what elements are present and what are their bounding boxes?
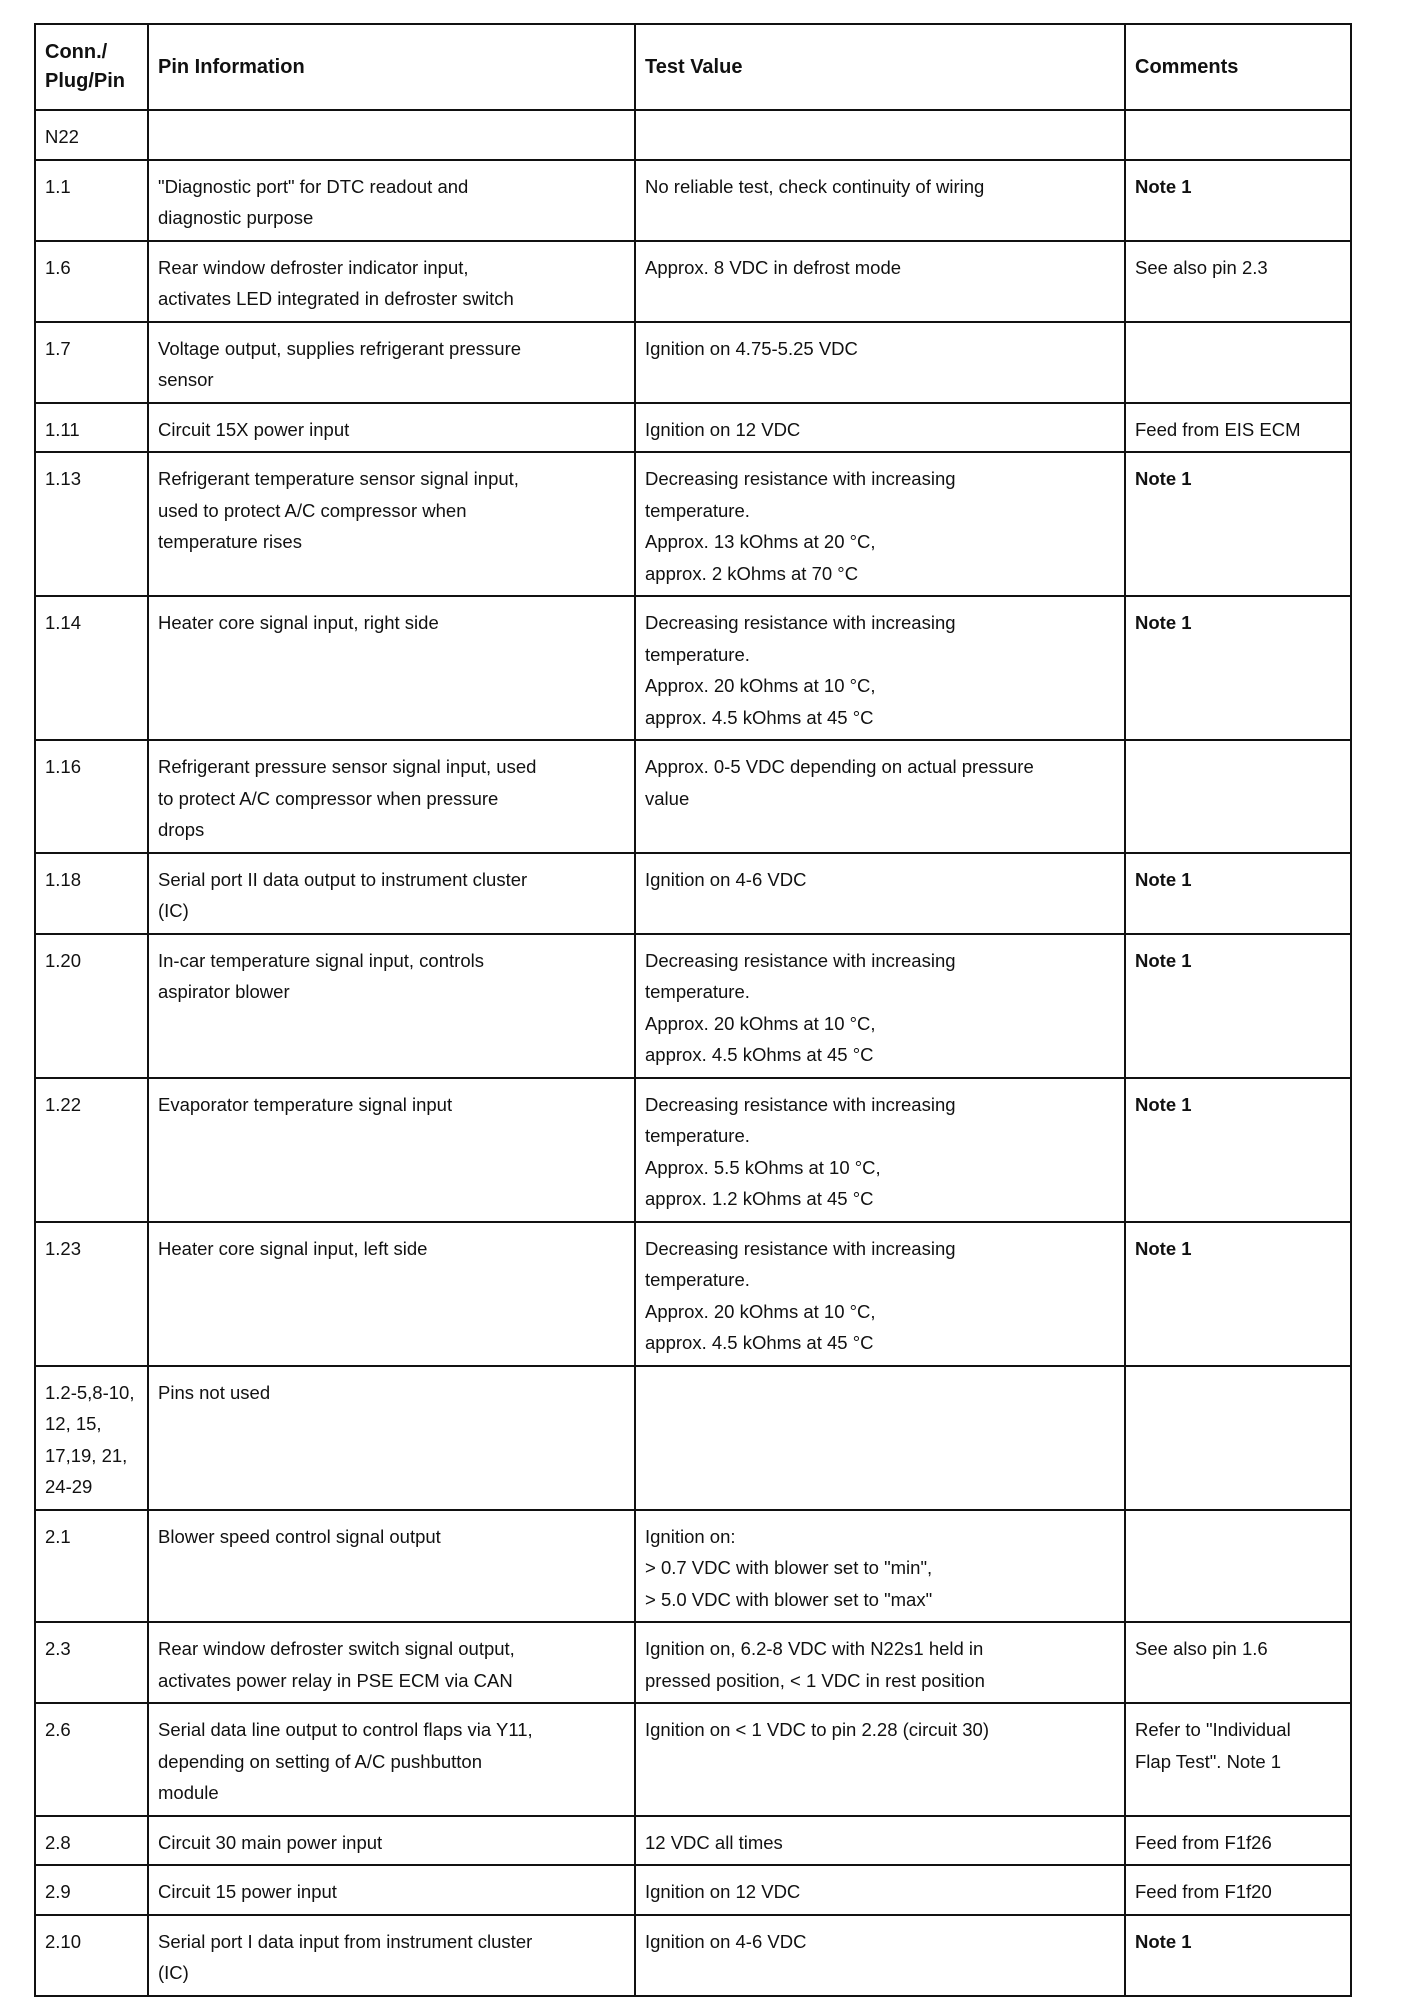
pin-cell: 1.13 [35, 452, 148, 596]
test-value-cell [635, 1366, 1125, 1510]
pin-cell: 2.10 [35, 1915, 148, 1996]
test-value-cell: Ignition on 4-6 VDC [635, 853, 1125, 934]
pin-cell: 1.23 [35, 1222, 148, 1366]
table-row [35, 596, 1351, 740]
pin-cell: 2.8 [35, 1816, 148, 1866]
pin-cell: 2.6 [35, 1703, 148, 1816]
table-row [35, 160, 1351, 241]
table-row [35, 1622, 1351, 1703]
pin-information-cell: Blower speed control signal output [148, 1510, 635, 1623]
pin-cell: 2.3 [35, 1622, 148, 1703]
pin-information-cell: Rear window defroster indicator input, activates LED integrated in defroster switch [148, 241, 635, 322]
pin-information-cell: "Diagnostic port" for DTC readout and diagnostic purpose [148, 160, 635, 241]
test-value-cell: Ignition on 4.75-5.25 VDC [635, 322, 1125, 403]
pin-information-cell: Serial port I data input from instrument cluster (IC) [148, 1915, 635, 1996]
comments-cell [1125, 740, 1351, 853]
table-row [35, 1915, 1351, 1996]
pin-cell: N22 [35, 110, 148, 160]
table-row [35, 403, 1351, 453]
comments-cell: Feed from EIS ECM [1125, 403, 1351, 453]
pin-information-cell: Refrigerant temperature sensor signal input, used to protect A/C compressor when temperature rises [148, 452, 635, 596]
pin-cell: 1.18 [35, 853, 148, 934]
test-value-cell: 12 VDC all times [635, 1816, 1125, 1866]
header-pin: Conn./ Plug/Pin [35, 24, 148, 110]
table-row [35, 740, 1351, 853]
test-value-cell: Decreasing resistance with increasing temperature. Approx. 20 kOhms at 10 °C, approx. 4.5 kOhms at 45 °C [635, 1222, 1125, 1366]
test-value-cell: Decreasing resistance with increasing temperature. Approx. 20 kOhms at 10 °C, approx. 4.5 kOhms at 45 °C [635, 934, 1125, 1078]
comments-cell: Note 1 [1125, 1222, 1351, 1366]
comments-cell: Refer to "Individual Flap Test". Note 1 [1125, 1703, 1351, 1816]
pin-information-cell: Refrigerant pressure sensor signal input, used to protect A/C compressor when pressure drops [148, 740, 635, 853]
pin-information-cell: Serial port II data output to instrument cluster (IC) [148, 853, 635, 934]
header-comments: Comments [1125, 24, 1351, 110]
table-row [35, 1510, 1351, 1623]
test-value-cell: Ignition on: > 0.7 VDC with blower set to "min", > 5.0 VDC with blower set to "max" [635, 1510, 1125, 1623]
table-row [35, 934, 1351, 1078]
pin-cell: 2.9 [35, 1865, 148, 1915]
comments-cell: Note 1 [1125, 596, 1351, 740]
pin-cell: 1.22 [35, 1078, 148, 1222]
header-row [35, 24, 1351, 110]
test-value-cell: Ignition on 12 VDC [635, 1865, 1125, 1915]
table-row [35, 1703, 1351, 1816]
pin-cell: 1.14 [35, 596, 148, 740]
pin-information-cell: Circuit 15 power input [148, 1865, 635, 1915]
comments-cell: Note 1 [1125, 452, 1351, 596]
test-value-cell: Ignition on 4-6 VDC [635, 1915, 1125, 1996]
pin-information-cell: Pins not used [148, 1366, 635, 1510]
pin-table [34, 23, 1352, 1997]
table-row [35, 452, 1351, 596]
pin-information-cell [148, 110, 635, 160]
pin-cell: 1.7 [35, 322, 148, 403]
test-value-cell: Decreasing resistance with increasing temperature. Approx. 13 kOhms at 20 °C, approx. 2 kOhms at 70 °C [635, 452, 1125, 596]
test-value-cell [635, 110, 1125, 160]
pin-cell: 1.2-5,8-10, 12, 15, 17,19, 21, 24-29 [35, 1366, 148, 1510]
table-row [35, 853, 1351, 934]
comments-cell [1125, 110, 1351, 160]
pin-cell: 1.1 [35, 160, 148, 241]
test-value-cell: Decreasing resistance with increasing temperature. Approx. 5.5 kOhms at 10 °C, approx. 1.2 kOhms at 45 °C [635, 1078, 1125, 1222]
pin-cell: 1.20 [35, 934, 148, 1078]
comments-cell: Note 1 [1125, 1915, 1351, 1996]
pin-information-cell: Heater core signal input, left side [148, 1222, 635, 1366]
pin-information-cell: Evaporator temperature signal input [148, 1078, 635, 1222]
table-row [35, 1366, 1351, 1510]
header-test-value: Test Value [635, 24, 1125, 110]
pin-cell: 2.1 [35, 1510, 148, 1623]
comments-cell [1125, 322, 1351, 403]
pin-cell: 1.16 [35, 740, 148, 853]
table-row [35, 241, 1351, 322]
comments-cell: Note 1 [1125, 160, 1351, 241]
pin-information-cell: Circuit 30 main power input [148, 1816, 635, 1866]
pin-information-cell: Rear window defroster switch signal output, activates power relay in PSE ECM via CAN [148, 1622, 635, 1703]
table-row [35, 1078, 1351, 1222]
table-row [35, 1222, 1351, 1366]
test-value-cell: Ignition on 12 VDC [635, 403, 1125, 453]
test-value-cell: Approx. 0-5 VDC depending on actual pressure value [635, 740, 1125, 853]
pin-cell: 1.11 [35, 403, 148, 453]
table-row [35, 1816, 1351, 1866]
header-pin-information: Pin Information [148, 24, 635, 110]
test-value-cell: No reliable test, check continuity of wiring [635, 160, 1125, 241]
comments-cell: Feed from F1f26 [1125, 1816, 1351, 1866]
test-value-cell: Decreasing resistance with increasing temperature. Approx. 20 kOhms at 10 °C, approx. 4.5 kOhms at 45 °C [635, 596, 1125, 740]
comments-cell: Note 1 [1125, 1078, 1351, 1222]
pin-information-cell: Voltage output, supplies refrigerant pressure sensor [148, 322, 635, 403]
pin-information-cell: Circuit 15X power input [148, 403, 635, 453]
comments-cell: See also pin 2.3 [1125, 241, 1351, 322]
test-value-cell: Ignition on < 1 VDC to pin 2.28 (circuit 30) [635, 1703, 1125, 1816]
comments-cell: Feed from F1f20 [1125, 1865, 1351, 1915]
test-value-cell: Ignition on, 6.2-8 VDC with N22s1 held in pressed position, < 1 VDC in rest position [635, 1622, 1125, 1703]
pin-information-cell: Heater core signal input, right side [148, 596, 635, 740]
pin-information-cell: Serial data line output to control flaps via Y11, depending on setting of A/C pushbutton module [148, 1703, 635, 1816]
pin-information-cell: In-car temperature signal input, controls aspirator blower [148, 934, 635, 1078]
test-value-cell: Approx. 8 VDC in defrost mode [635, 241, 1125, 322]
pin-cell: 1.6 [35, 241, 148, 322]
comments-cell [1125, 1510, 1351, 1623]
table-row [35, 322, 1351, 403]
table-row [35, 1865, 1351, 1915]
table-row [35, 110, 1351, 160]
comments-cell: See also pin 1.6 [1125, 1622, 1351, 1703]
comments-cell: Note 1 [1125, 853, 1351, 934]
comments-cell [1125, 1366, 1351, 1510]
comments-cell: Note 1 [1125, 934, 1351, 1078]
